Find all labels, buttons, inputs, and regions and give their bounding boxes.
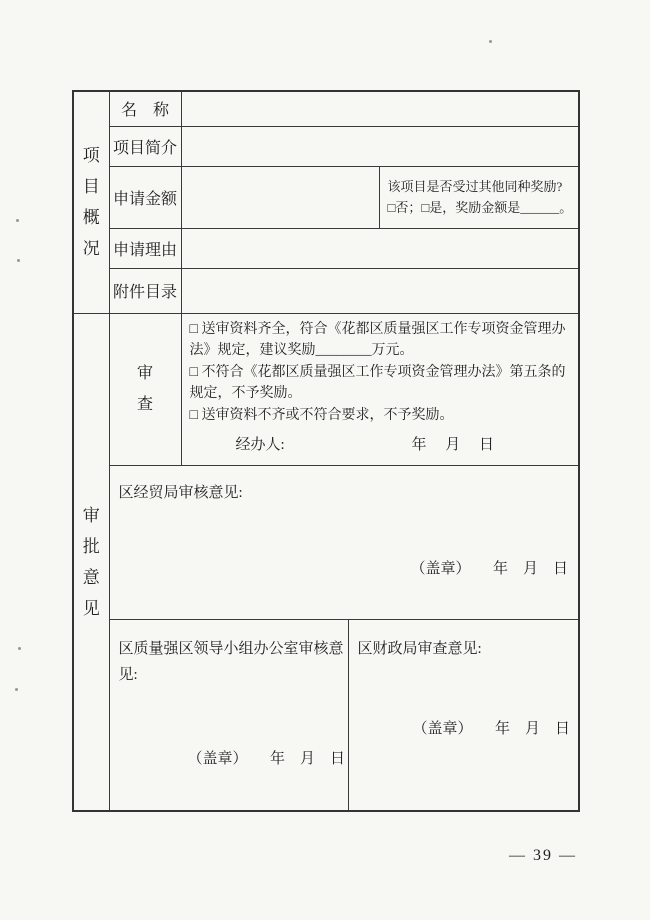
scan-speck xyxy=(17,259,20,262)
project-overview-vertical-title xyxy=(74,147,109,257)
title-char: 查 xyxy=(136,396,153,413)
title-char: 项 xyxy=(82,146,100,166)
input-cell-project-intro xyxy=(181,126,579,166)
scan-speck xyxy=(18,647,21,650)
other-award-question: 该项目是否受过其他同种奖励? xyxy=(387,179,563,194)
title-char: 见 xyxy=(82,598,100,618)
scan-speck xyxy=(16,219,19,222)
title-char: 目 xyxy=(82,177,100,197)
economic-bureau-seal-date-line: （盖章） 年 月 日 xyxy=(410,560,568,577)
finance-bureau-opinion-cell xyxy=(348,619,579,811)
section-header-approval-opinions xyxy=(73,313,109,811)
input-cell-application-amount xyxy=(181,166,379,228)
row-label-name xyxy=(109,91,181,126)
handler-date-line: 年 月 日 xyxy=(411,436,494,453)
review-row-label xyxy=(109,313,181,465)
review-option-incomplete: □ 送审资料不齐或不符合要求，不予奖励。 xyxy=(189,407,454,423)
title-char: 批 xyxy=(82,536,100,556)
row-label-attachment-list xyxy=(109,268,181,313)
review-option-complete: □ 送审资料齐全，符合《花都区质量强区工作专项资金管理办法》规定，建议奖励________万元。 xyxy=(189,321,566,358)
row-label-project-intro-text: 项目简介 xyxy=(112,139,177,157)
row-label-application-reason-text: 申请理由 xyxy=(112,241,177,259)
application-form-table xyxy=(72,90,580,812)
input-cell-name xyxy=(181,91,579,126)
approval-opinions-vertical-title xyxy=(74,507,109,617)
review-options-cell xyxy=(181,313,579,465)
row-label-application-amount-text: 申请金额 xyxy=(112,190,177,208)
review-option-noncompliant: □ 不符合《花都区质量强区工作专项资金管理办法》第五条的规定，不予奖励。 xyxy=(189,364,566,401)
finance-bureau-seal-date-line: （盖章） 年 月 日 xyxy=(412,720,570,737)
economic-bureau-opinion-cell xyxy=(109,465,579,619)
row-label-application-reason xyxy=(109,228,181,268)
other-award-note-cell xyxy=(379,166,579,228)
title-char: 审 xyxy=(82,505,100,525)
other-award-checkboxes: □否；□是，奖励金额是______。 xyxy=(387,200,573,215)
page-number: — 39 — xyxy=(509,847,577,864)
review-vertical-label xyxy=(110,365,181,413)
leading-group-opinion-title: 区质量强区领导小组办公室审核意见: xyxy=(118,640,344,683)
section-header-project-overview xyxy=(73,91,109,313)
row-label-application-amount xyxy=(109,166,181,228)
leading-group-seal-date-line: （盖章） 年 月 日 xyxy=(187,750,346,767)
row-label-project-intro xyxy=(109,126,181,166)
input-cell-attachment-list xyxy=(181,268,579,313)
title-char: 意 xyxy=(82,567,100,587)
economic-bureau-opinion-title: 区经贸局审核意见: xyxy=(118,484,243,501)
row-label-attachment-list-text: 附件目录 xyxy=(112,284,177,301)
handler-label: 经办人: xyxy=(235,436,285,453)
scan-speck xyxy=(489,40,492,43)
title-char: 审 xyxy=(136,365,153,382)
leading-group-opinion-cell xyxy=(109,619,348,811)
input-cell-application-reason xyxy=(181,228,579,268)
row-label-name-text: 名 称 xyxy=(120,102,169,120)
finance-bureau-opinion-title: 区财政局审查意见: xyxy=(357,640,482,657)
title-char: 况 xyxy=(82,239,100,259)
title-char: 概 xyxy=(82,208,100,228)
scan-speck xyxy=(15,688,18,691)
